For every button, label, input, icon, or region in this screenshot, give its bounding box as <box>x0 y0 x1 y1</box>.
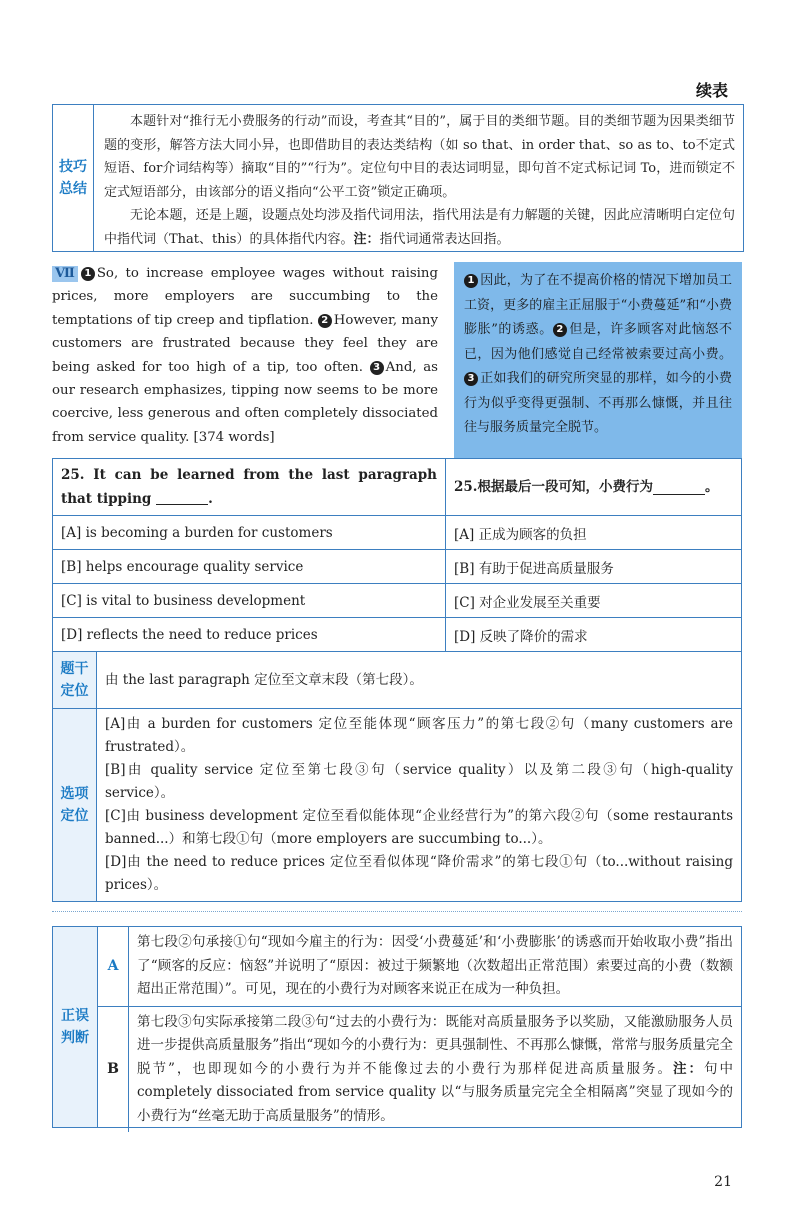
summary-paragraph-2 <box>104 204 735 251</box>
sentence-3: And, as our research emphasizes, tipping now seems to be more coercive, less generous and often completely dissociated from service quality. <box>52 359 438 445</box>
judgement-label <box>53 927 98 1127</box>
section-divider <box>52 911 742 912</box>
judgement-label-2: 判断 <box>61 1030 89 1046</box>
sentence-1: So, to increase employee wages without raising prices, more employers are succumbing to the temptations of tip creep and tipflation. <box>52 266 438 328</box>
option-locate-label-2: 定位 <box>60 808 89 824</box>
summary-paragraph-2-text: 无论本题，还是上题，设题点处均涉及指代词用法，指代用法是有力解题的关键，因此应清晰明白定位句中指代词（That、this）的具体指代内容。 <box>104 208 735 247</box>
summary-side-label <box>53 105 94 251</box>
option-locate-d: [D]由 the need to reduce prices 定位至看似体现“降价需求”的第七段①句（to...without raising prices）。 <box>105 854 733 893</box>
option-locate-label-1: 选项 <box>60 786 89 802</box>
judgement-letter-a: A <box>98 927 129 1006</box>
answer-blank-cn <box>653 480 705 495</box>
option-d-en: [D] reflects the need to reduce prices <box>53 618 446 651</box>
judgement-row-b <box>98 1007 741 1133</box>
option-a-en: [A] is becoming a burden for customers <box>53 516 446 549</box>
option-locate-label <box>53 709 97 901</box>
sentence-2: However, many customers are frustrated because they feel they are being asked for too high of a tip, too often. <box>52 312 438 375</box>
option-c-en: [C] is vital to business development <box>53 584 446 617</box>
translation-box <box>454 262 742 458</box>
option-locate-row <box>53 709 741 901</box>
question-stem-cn-text: 25.根据最后一段可知，小费行为 <box>454 479 653 495</box>
translation-sentence-3: 正如我们的研究所突显的那样，如今的小费行为似乎变得更强制、不再那么慷慨，并且往往与服务质量完全脱节。 <box>464 371 732 435</box>
option-locate-body <box>97 709 741 901</box>
translation-sentence-2: 但是，许多顾客对此恼怒不已，因为他们感觉自己经常被索要过高小费。 <box>464 322 732 362</box>
option-locate-a: [A]由 a burden for customers 定位至能体现“顾客压力”的第七段②句（many customers are frustrated）。 <box>105 716 733 755</box>
judgement-text-a: 第七段②句承接①句“现如今雇主的行为：因受‘小费蔓延’和‘小费膨胀’的诱惑而开始收取小费”指出了“顾客的反应：恼怒”并说明了“原因：被过于频繁地（次数超出正常范围）索要过高的小费（数额超出正常范围）”。可见，现在的小费行为对顾客来说正在成为一种负担。 <box>137 934 733 997</box>
judgement-row-a <box>98 927 741 1007</box>
option-row-d <box>53 618 741 652</box>
question-stem-en-end: . <box>208 491 213 507</box>
question-stem-en-text: 25. It can be learned from the last paragraph that tipping <box>61 467 437 507</box>
judgement-rows <box>98 927 741 1127</box>
option-b-en: [B] helps encourage quality service <box>53 550 446 583</box>
passage-paragraph-7 <box>52 262 438 449</box>
question-25-table <box>52 458 742 902</box>
summary-label-line2: 总结 <box>59 181 87 197</box>
option-d-cn: [D] 反映了降价的需求 <box>454 628 588 645</box>
answer-blank-en <box>156 490 208 505</box>
summary-note-text: 指代词通常表达回指。 <box>379 231 510 247</box>
option-c-cn: [C] 对企业发展至关重要 <box>454 594 601 611</box>
translation-number-2: 2 <box>553 323 567 337</box>
option-row-a <box>53 516 741 550</box>
question-stem-en <box>53 459 446 515</box>
judgement-note-label: 注： <box>673 1060 705 1077</box>
stem-locate-label <box>53 652 97 708</box>
question-stem-cn <box>446 459 741 515</box>
paragraph-number-badge: Ⅶ <box>52 266 78 282</box>
summary-note-label: 注： <box>353 231 380 247</box>
stem-locate-label-2: 定位 <box>60 683 89 699</box>
translation-number-3: 3 <box>464 372 478 386</box>
technique-summary-box <box>52 104 744 252</box>
judgement-label-1: 正误 <box>61 1008 89 1024</box>
summary-body <box>94 105 743 251</box>
judgement-table <box>52 926 742 1128</box>
translation-number-1: 1 <box>464 274 478 288</box>
option-row-b <box>53 550 741 584</box>
judgement-letter-b: B <box>98 1007 129 1133</box>
summary-label-line1: 技巧 <box>59 159 87 175</box>
stem-locate-row <box>53 652 741 709</box>
question-stem-cn-end: 。 <box>705 479 719 495</box>
judgement-note-text: 句中 completely dissociated from service quality 以“与服务质量完完全全相隔离”突显了现如今的小费行为“丝毫无助于高质量服务”的情形。 <box>137 1060 734 1124</box>
question-stem-row <box>53 459 741 516</box>
option-a-cn: [A] 正成为顾客的负担 <box>454 526 587 543</box>
judgement-text-b-main: 第七段③句实际承接第二段③句“过去的小费行为：既能对高质量服务予以奖励，又能激励服务人员进一步提供高质量服务”指出“现如今的小费行为：更具强制性、不再那么慷慨，常常与服务质量完全脱节”，也即现如今的小费行为并不能像过去的小费行为那样促进高质量服务。 <box>137 1013 733 1077</box>
word-count: [374 words] <box>193 429 275 445</box>
option-b-cn: [B] 有助于促进高质量服务 <box>454 560 614 577</box>
option-locate-b: [B]由 quality service 定位至第七段③句（service quality）以及第二段③句（high-quality service）。 <box>105 762 733 801</box>
translation-sentence-1: 因此，为了在不提高价格的情况下增加员工工资，更多的雇主正屈服于“小费蔓延”和“小费膨胀”的诱惑。 <box>464 273 732 337</box>
summary-paragraph-1: 本题针对“推行无小费服务的行动”而设，考查其“目的”，属于目的类细节题。目的类细节题为因果类细节题的变形，解答方法大同小异，也即借助目的表达类结构（如 so that、in order that、so as to、to不定式短语、for介词结构等）摘取“目的”“行为”。定位句中目的表达词明显，即句首不定式标记词 To，进而锁定不定式短语部分，由该部分的语义指向“公平工资”锁定正确项。 <box>104 114 735 200</box>
stem-locate-label-1: 题干 <box>60 661 89 677</box>
page-number: 21 <box>714 1174 732 1190</box>
sentence-number-3: 3 <box>370 361 384 375</box>
option-locate-c: [C]由 business development 定位至看似能体现“企业经营行为”的第六段②句（some restaurants banned...）和第七段①句（more employers are succumbing to...）。 <box>105 808 733 847</box>
option-row-c <box>53 584 741 618</box>
continued-table-label: 续表 <box>695 81 728 100</box>
judgement-text-b <box>129 1007 741 1133</box>
stem-locate-text: 由 the last paragraph 定位至文章末段（第七段）。 <box>105 671 423 688</box>
sentence-number-2: 2 <box>318 314 332 328</box>
sentence-number-1: 1 <box>81 267 95 281</box>
